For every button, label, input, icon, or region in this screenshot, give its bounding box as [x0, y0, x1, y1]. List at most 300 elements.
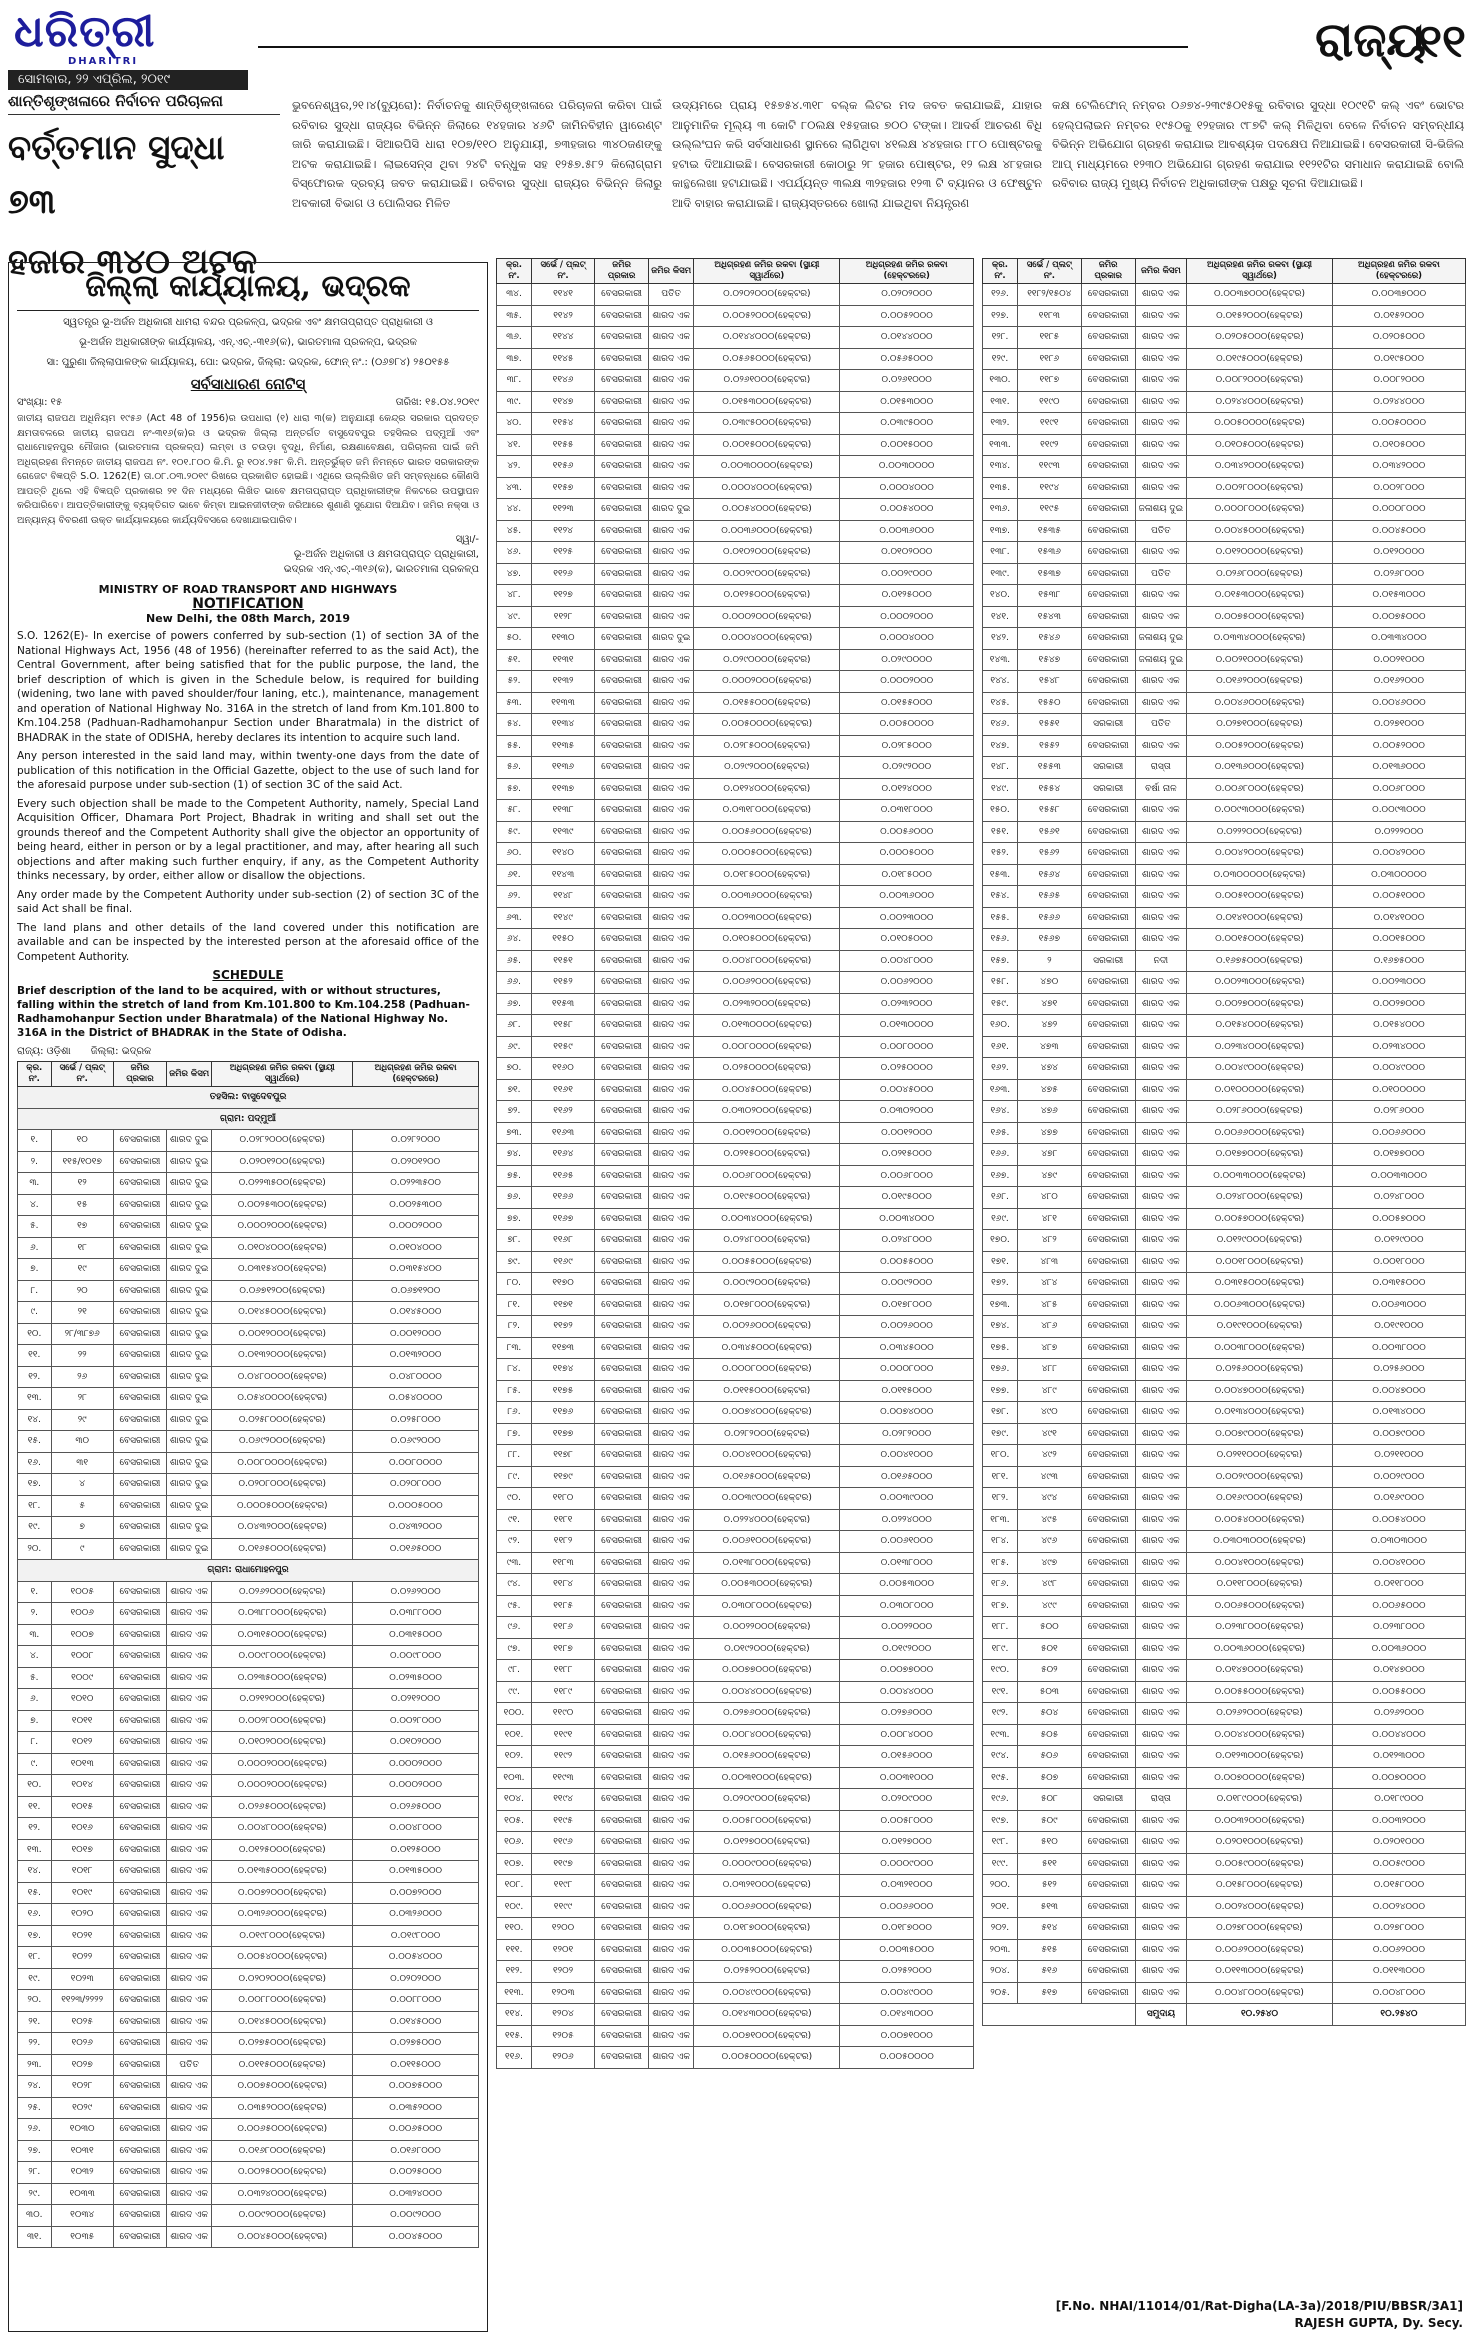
table-cell: ୧୧୩୫ [531, 735, 594, 757]
table-cell: ଶାରଦ ଏକ [649, 1402, 694, 1424]
table-cell: ୦.୦୨୬୨୦୦୦(ହେକ୍ଟର) [1187, 1703, 1333, 1725]
table-cell: ୧୭୯. [983, 1423, 1018, 1445]
table-cell: ଶାରଦ ଏକ [649, 1316, 694, 1338]
table-cell: ବେସରକାରୀ [1081, 1918, 1135, 1940]
table-cell: ୧୧୮୩ [1017, 305, 1081, 327]
table-cell: ଶାରଦ ଏକ [649, 1810, 694, 1832]
table-cell: ୩. [18, 1624, 52, 1646]
table-cell: ୫୦୩ [1017, 1681, 1081, 1703]
table-cell: ୦.୦୧୦୨୦୦୦(ହେକ୍ଟର) [212, 1732, 353, 1754]
table-cell: ବେସରକାରୀ [1081, 391, 1135, 413]
table-row [983, 1767, 1466, 1789]
table-cell: ଶାରଦ ଏକ [1135, 284, 1187, 306]
table-cell: ଶାରଦ ଏକ [649, 348, 694, 370]
table-cell: ୧୦୧୫ [51, 1796, 113, 1818]
table-cell: ୧୦୧୭ [51, 1839, 113, 1861]
table-cell: ୦.୦୧୬୮୦୦୦ [353, 2140, 479, 2162]
table-cell: ୦.୦୦୨୮୦୦୦(ହେକ୍ଟର) [212, 1710, 353, 1732]
table-cell: ୧୪୨. [983, 628, 1018, 650]
table-cell: ୧୦୩୧ [51, 2140, 113, 2162]
story-column-1: ଭୁବନେଶ୍ୱର,୨୧।୪(ବ୍ୟୁରୋ): ନିର୍ବାଚନକୁ ଶାନ୍ତିଶୃଙ୍ଖଳାରେ ପରିଚାଳନା କରିବା ପାଇଁ ରବିବାର ସୁଦ୍ଧା ରାଜ୍ୟର ବିଭିନ୍ନ ଜିଲାରେ ୧୪ହଜାର ୪୬ଟି ଜାମିନବିହୀନ ୱାରେଣ୍ଟ ଜାରି କରାଯାଇଛି। ସିଆରପିସି ଧାରା ୧୦୭/୧୧୦ ଅନୁଯାୟୀ, ୭୩ହଜାର ୩୪୦ଜଣଙ୍କୁ ଅଟକ କରାଯାଇଛି। ଲାଇସେନ୍ସ ଥିବା ୨୪ଟି ବନ୍ଧୁକ ସହ ୧୨୫୭.୫୮୨ କିଲୋଗ୍ରାମ ବିସ୍ଫୋରକ ଦ୍ରବ୍ୟ ଜବତ କରାଯାଇଛି। ରବିବାର ସୁଦ୍ଧା ରାଜ୍ୟର ବିଭିନ୍ନ ଜିଲାରୁ ଅବକାରୀ ବିଭାଗ ଓ ପୋଲିସର ମିଳିତ [292, 98, 662, 210]
page-section-label: ରାଜ୍ୟ [1315, 12, 1426, 68]
table-cell: ୦.୦୬୭୧୨୦୦ [353, 1280, 479, 1302]
table-cell: ୨୮ [51, 1388, 113, 1410]
table-cell: ବେସରକାରୀ [1081, 1617, 1135, 1639]
table-cell: ୧୧୯୧ [1017, 413, 1081, 435]
table-cell: ୦.୦୦୪୮୦୦୦(ହେକ୍ଟର) [694, 950, 840, 972]
table-cell: ୫୧୧ [1017, 1853, 1081, 1875]
table-row [497, 1101, 974, 1123]
table-cell: ୬. [18, 1689, 52, 1711]
table-cell: ଶାରଦ ଏକ [1135, 1832, 1187, 1854]
table-cell: ଶାରଦ ଏକ [649, 1595, 694, 1617]
table-cell: ୧. [18, 1581, 52, 1603]
table-row [497, 1058, 974, 1080]
table-cell: ୧୦ [51, 1130, 113, 1152]
table-cell: ୦.୦୧୨୦୦୦୦ [1332, 542, 1465, 564]
table-cell: ୦.୦୨୩୮୦୦୦ [1332, 1617, 1465, 1639]
table-header-row [18, 1062, 479, 1087]
table-cell: ଶାରଦ ଏକ [649, 1122, 694, 1144]
table-cell: ୦.୦୧୯୫୦୦୦(ହେକ୍ଟର) [1187, 348, 1333, 370]
table-row [18, 1409, 479, 1431]
table-cell: ୧୧୪୧ [531, 284, 594, 306]
table-cell: ୦.୦୦୬୩୦୦୦(ହେକ୍ଟର) [1187, 1294, 1333, 1316]
table-cell: ୧୮୧. [983, 1466, 1018, 1488]
table-cell: ୦.୦୨୬୫୦୦୦(ହେକ୍ଟର) [212, 1796, 353, 1818]
table-cell: ବେସରକାରୀ [113, 1194, 166, 1216]
table-cell: ୪୮୦ [1017, 1187, 1081, 1209]
table-cell: ଶାରଦ ଏକ [167, 1775, 212, 1797]
table-row [18, 1796, 479, 1818]
table-cell: ୦.୦୨୮୨୦୦୦ [840, 1423, 974, 1445]
table-cell: ୦.୦୦୦୪୦୦୦(ହେକ୍ଟର) [694, 477, 840, 499]
table-cell: ୦.୦୧୪୩୦୦୦(ହେକ୍ଟର) [694, 2004, 840, 2026]
table-cell: ବେସରକାରୀ [113, 1581, 166, 1603]
table-cell: ୦.୦୨୬୫୦୦୦ [353, 1796, 479, 1818]
table-cell: ୧୧୩୪ [531, 714, 594, 736]
table-cell: ବେସରକାରୀ [595, 1509, 649, 1531]
table-cell: ୪୯୨ [1017, 1445, 1081, 1467]
table-cell: ବେସରକାରୀ [113, 2183, 166, 2205]
table-cell: ୦.୦୦୫୪୦୦୦ [1332, 1509, 1465, 1531]
table-cell: ୪୭୯ [1017, 1165, 1081, 1187]
table-cell: ୧୦୩୫ [51, 2226, 113, 2248]
table-cell: ୦.୦୩୯୫୦୦୦(ହେକ୍ଟର) [694, 413, 840, 435]
table-cell: ବେସରକାରୀ [1081, 821, 1135, 843]
table-cell: ୪୮୨ [1017, 1230, 1081, 1252]
table-cell: ୦.୧୬୭୫୦୦୦(ହେକ୍ଟର) [1187, 950, 1333, 972]
table-row [18, 1302, 479, 1324]
table-cell: ବେସରକାରୀ [1081, 1036, 1135, 1058]
table-cell: ୦.୦୦୬୮୦୦୦ [840, 1165, 974, 1187]
table-row [983, 305, 1466, 327]
table-cell: ୪୯୭ [1017, 1552, 1081, 1574]
table-cell: ୦.୦୧୯୨୦୦୦(ହେକ୍ଟର) [694, 1638, 840, 1660]
table-cell: ଶାରଦ ଏକ [1135, 1423, 1187, 1445]
table-cell: ୧୧୨୭ [531, 585, 594, 607]
table-section-row [18, 1087, 479, 1109]
table-cell: ଶାରଦ ଏକ [649, 886, 694, 908]
table-cell: ଶାରଦ ଏକ [167, 1753, 212, 1775]
table-row [983, 477, 1466, 499]
table-cell: ୧୧. [18, 1345, 52, 1367]
table-cell: ଶାରଦ ଏକ [1135, 1316, 1187, 1338]
table-cell: ୨୭. [18, 2140, 52, 2162]
table-cell: ୧୨. [18, 1818, 52, 1840]
table-cell: ୦.୦୫୬୫୦୦୦ [840, 348, 974, 370]
table-cell: ୦.୦୦୫୨୦୦୦(ହେକ୍ଟର) [1187, 735, 1333, 757]
table-cell: ୦.୦୨୦୯୦୦୦(ହେକ୍ଟର) [694, 1789, 840, 1811]
table-cell: ବେସରକାରୀ [113, 2097, 166, 2119]
table-cell: ୦.୦୦୬୬୦୦୦(ହେକ୍ଟର) [694, 1896, 840, 1918]
table-cell: ୦.୦୦୨୩୦୦୦ [1332, 972, 1465, 994]
table-cell: ବେସରକାରୀ [595, 671, 649, 693]
table-cell: ୮. [18, 1732, 52, 1754]
table-cell: ୧୧୫୨ [531, 972, 594, 994]
table-header-cell: ଅଧିଗ୍ରହଣ ଜମିର ରକବା (ହେକ୍ଟରରେ) [1332, 259, 1465, 284]
table-cell: ୧୨୦୧ [531, 1939, 594, 1961]
table-cell: ୦.୦୧୦୨୦୦୦ [840, 542, 974, 564]
table-row [497, 606, 974, 628]
table-row [983, 929, 1466, 951]
table-row [497, 649, 974, 671]
table-cell: ବେସରକାରୀ [113, 1237, 166, 1259]
total-value: ୧୦.୨୫୪୦ [1187, 2004, 1333, 2026]
table-cell: ୦.୦୨୨୪୦୦୦(ହେକ୍ଟର) [694, 1509, 840, 1531]
table-row [983, 1445, 1466, 1467]
table-cell: ବେସରକାରୀ [113, 1796, 166, 1818]
table-cell: ବେସରକାରୀ [113, 1861, 166, 1883]
table-cell: ୧୫୬୭ [1017, 929, 1081, 951]
table-cell: ୧୫୫୨ [1017, 735, 1081, 757]
table-cell: ୧୬୪. [983, 1101, 1018, 1123]
table-row [18, 1947, 479, 1969]
table-cell: ଶାରଦ ଦୁଇ [167, 1237, 212, 1259]
table-cell: ବେସରକାରୀ [595, 1746, 649, 1768]
table-cell: ଶାରଦ ଏକ [1135, 1660, 1187, 1682]
table-cell: ଶାରଦ ଏକ [649, 520, 694, 542]
masthead [8, 6, 1466, 87]
table-row [983, 413, 1466, 435]
table-cell: ୧୩୬. [983, 499, 1018, 521]
table-cell: ୧୭୬. [983, 1359, 1018, 1381]
table-cell: ୧୨୦୦ [531, 1918, 594, 1940]
table-cell: ୦.୦୦୪୮୦୦୦(ହେକ୍ଟର) [212, 1818, 353, 1840]
table-cell: ୦.୦୦୨୭୦୦୦(ହେକ୍ଟର) [1187, 993, 1333, 1015]
table-cell: ୧୬୩. [983, 1079, 1018, 1101]
table-cell: ବେସରକାରୀ [1081, 1380, 1135, 1402]
table-cell: ବେସରକାରୀ [113, 2226, 166, 2248]
table-cell: ୦.୦୩୧୮୦୦୦ [840, 800, 974, 822]
table-cell: ବେସରକାରୀ [113, 1280, 166, 1302]
table-cell: ବେସରକାରୀ [113, 1345, 166, 1367]
table-cell: ୧୦୭. [497, 1853, 532, 1875]
table-cell: ୦.୦୩୨୬୦୦୦(ହେକ୍ଟର) [212, 1904, 353, 1926]
table-cell: ୦.୦୦୫୪୦୦୦(ହେକ୍ଟର) [694, 499, 840, 521]
table-cell: ବେସରକାରୀ [595, 1939, 649, 1961]
table-row [983, 1552, 1466, 1574]
state-label: ରାଜ୍ୟ: ଓଡ଼ିଶା [17, 1046, 71, 1057]
table-cell: ୦.୦୧୪୫୦୦୦(ହେକ୍ଟର) [212, 2011, 353, 2033]
table-cell: ୦.୦୨୦୫୦୦୦ [1332, 327, 1465, 349]
table-row [497, 843, 974, 865]
table-cell: ୦.୦୧୬୯୦୦୦(ହେକ୍ଟର) [1187, 1488, 1333, 1510]
table-cell: ରାସ୍ତା [1135, 1789, 1187, 1811]
table-cell: ୬୩. [497, 907, 532, 929]
table-row [18, 1882, 479, 1904]
table-cell: ୦.୦୧୫୩୦୦୦(ହେକ୍ଟର) [1187, 585, 1333, 607]
table-cell: ବେସରକାରୀ [1081, 456, 1135, 478]
table-row [497, 284, 974, 306]
table-row [497, 1036, 974, 1058]
table-cell: ୦.୦୧୨୩୦୦୦(ହେକ୍ଟର) [1187, 1746, 1333, 1768]
table-row [983, 1617, 1466, 1639]
table-cell: ୧୯୯. [983, 1853, 1018, 1875]
table-cell: ୦.୦୦୩୬୦୦୦ [1332, 1638, 1465, 1660]
table-cell: ୦.୦୦୧୨୦୦୦(ହେକ୍ଟର) [694, 1122, 840, 1144]
table-cell: ୪୮୮ [1017, 1359, 1081, 1381]
table-cell: ଶାରଦ ଏକ [1135, 305, 1187, 327]
table-cell: ୦.୦୪୮୦୦୦୦ [353, 1366, 479, 1388]
table-cell: ୧୩୫. [983, 477, 1018, 499]
table-cell: ୬୮. [497, 1015, 532, 1037]
table-row [18, 2162, 479, 2184]
table-cell: ୧୫୫୧ [1017, 714, 1081, 736]
table-cell: ୧୦୧୮ [51, 1861, 113, 1883]
table-cell: ୧୮. [18, 1495, 52, 1517]
table-cell: ବେସରକାରୀ [595, 2004, 649, 2026]
table-cell: ୦.୦୦୧୨୦୦୦ [840, 1122, 974, 1144]
table-cell: ୦.୦୦୪୧୦୦୦(ହେକ୍ଟର) [1187, 1552, 1333, 1574]
masthead-rule [258, 46, 1188, 48]
table-cell: ୦.୦୧୫୨୦୦୦ [1332, 305, 1465, 327]
table-cell: ୦.୦୨୬୮୦୦୦ [1332, 563, 1465, 585]
table-cell: ଜଳାଶୟ ଦୁଇ [1135, 649, 1187, 671]
table-row [18, 2226, 479, 2248]
table-cell: ୦.୦୦୪୬୦୦୦ [1332, 692, 1465, 714]
table-cell: ୧୭ [51, 1216, 113, 1238]
table-cell: ୦.୦୧୪୭୦୦୦(ହେକ୍ଟର) [1187, 1660, 1333, 1682]
table-cell: ଶାରଦ ଏକ [1135, 735, 1187, 757]
table-row [497, 1660, 974, 1682]
table-cell: ୦.୦୩୦୦୦୦୦(ହେକ୍ଟର) [1187, 864, 1333, 886]
table-row [18, 1517, 479, 1539]
section-label: ଗ୍ରାମ: ପଦ୍ମୁଆଁ [18, 1108, 479, 1130]
table-cell: ୯. [18, 1753, 52, 1775]
table-cell: ଶାରଦ ଏକ [1135, 1251, 1187, 1273]
table-cell: ବେସରକାରୀ [595, 284, 649, 306]
table-cell: ଶାରଦ ଏକ [1135, 1079, 1187, 1101]
table-row [983, 1896, 1466, 1918]
table-cell: ୦.୦୧୫୬୦୦୦ [840, 1746, 974, 1768]
table-cell: ୨୧. [18, 2011, 52, 2033]
table-cell: ବେସରକାରୀ [1081, 735, 1135, 757]
table-row [497, 1359, 974, 1381]
table-cell: ଶାରଦ ଏକ [167, 1710, 212, 1732]
table-cell: ବେସରକାରୀ [595, 1423, 649, 1445]
table-cell: ୦.୦୦୬୮୦୦୦(ହେକ୍ଟର) [1187, 778, 1333, 800]
table-cell: ୦.୦୨୦୨୦୦୦ [840, 284, 974, 306]
table-cell: ୧୧୯୮ [531, 1875, 594, 1897]
schedule-location [17, 1046, 479, 1057]
table-cell: ୦.୦୧୬୮୦୦୦(ହେକ୍ଟର) [212, 2140, 353, 2162]
table-cell: ୧୪୯. [983, 778, 1018, 800]
table-cell: ୦.୦୦୨୫୦୦୦(ହେକ୍ଟର) [212, 2162, 353, 2184]
table-cell: ୦.୦୦୫୭୦୦୦(ହେକ୍ଟର) [1187, 1208, 1333, 1230]
table-cell: ୧୧୭୬ [531, 1402, 594, 1424]
table-cell: ୦.୦୨୯୦୦୦୦ [840, 649, 974, 671]
table-cell: ବେସରକାରୀ [1081, 907, 1135, 929]
table-cell: ୦.୦୧୪୭୦୦୦ [1332, 1660, 1465, 1682]
table-cell: ୦.୦୧୩୪୦୦୦ [1332, 1402, 1465, 1424]
table-cell: ୦.୦୦୫୦୦୦୦ [840, 2047, 974, 2069]
table-cell: ବେସରକାରୀ [113, 1624, 166, 1646]
table-cell: ୦.୦୦୬୨୦୦୦(ହେକ୍ଟର) [694, 972, 840, 994]
table-row [497, 800, 974, 822]
table-cell: ୦.୦୦୮୮୦୦୦(ହେକ୍ଟର) [212, 1990, 353, 2012]
table-row [983, 864, 1466, 886]
table-cell: ଶାରଦ ଏକ [1135, 434, 1187, 456]
table-cell: ଶାରଦ ଏକ [649, 1251, 694, 1273]
table-row [983, 1058, 1466, 1080]
table-cell: ୦.୦୧୧୫୦୦୦ [840, 1380, 974, 1402]
table-cell: ୦.୦୦୫୮୦୦୦(ହେକ୍ଟର) [694, 1810, 840, 1832]
table-cell: ୧୧୯୦ [1017, 391, 1081, 413]
table-cell: ଶାରଦ ଏକ [649, 1574, 694, 1596]
table-cell: ବେସରକାରୀ [1081, 1273, 1135, 1295]
table-cell: ଶାରଦ ଏକ [167, 1646, 212, 1668]
table-cell: ଶାରଦ ଏକ [649, 2047, 694, 2069]
table-row [983, 628, 1466, 650]
table-cell: ୫୦୯ [1017, 1810, 1081, 1832]
table-cell: ୪୧. [497, 434, 532, 456]
table-cell: ୧୧୮୩ [531, 1552, 594, 1574]
table-cell: ୧୯୮. [983, 1832, 1018, 1854]
table-cell: ୮୨. [497, 1316, 532, 1338]
table-cell: ୦.୦୦୧୫୦୦୦ [840, 434, 974, 456]
table-cell: ୦.୦୦୦୨୦୦୦ [840, 671, 974, 693]
table-cell: ୦.୦୧୧୮୦୦୦(ହେକ୍ଟର) [1187, 1574, 1333, 1596]
table-cell: ବେସରକାରୀ [113, 1775, 166, 1797]
table-cell: ୦.୦୩୧୫୦୦୦ [1332, 1273, 1465, 1295]
table-cell: ୦.୦୩୫୨୦୦୦ [353, 2097, 479, 2119]
table-row [497, 1617, 974, 1639]
table-cell: ୧୧୬୦ [531, 1058, 594, 1080]
table-cell: ୪୪. [497, 499, 532, 521]
table-cell: ବେସରକାରୀ [595, 800, 649, 822]
table-cell: ୦.୦୨୪୮୦୦୦ [1332, 1187, 1465, 1209]
table-cell: ୧୦୨୦ [51, 1904, 113, 1926]
table-cell: ୩୫. [497, 305, 532, 327]
table-cell: ୧୪୫. [983, 692, 1018, 714]
table-row [18, 1259, 479, 1281]
table-cell: ଶାରଦ ଏକ [1135, 1101, 1187, 1123]
table-cell: ଶାରଦ ଦୁଇ [167, 1431, 212, 1453]
table-cell: ୧୦୨୭ [51, 2054, 113, 2076]
table-cell: ୦.୦୨୮୬୦୦୦ [1332, 1101, 1465, 1123]
table-cell: ଶାରଦ ଏକ [1135, 1509, 1187, 1531]
table-cell: ଶାରଦ ଏକ [649, 1939, 694, 1961]
table-header-cell: ଜମିର ପ୍ରକାର [1081, 259, 1135, 284]
table-cell: ୫୮. [497, 800, 532, 822]
table-cell: ଶାରଦ ଏକ [649, 391, 694, 413]
table-cell: ୦.୦୦୫୩୦୦୦ [840, 1574, 974, 1596]
table-row [983, 1337, 1466, 1359]
table-cell: ୦.୦୧୮୭୦୦୦(ହେକ୍ଟର) [694, 1918, 840, 1940]
table-cell: ୦.୦୦୭୪୦୦୦(ହେକ୍ଟର) [694, 1402, 840, 1424]
table-row [497, 1574, 974, 1596]
table-row [983, 1165, 1466, 1187]
table-cell: ୨୦୦. [983, 1875, 1018, 1897]
table-cell: ଶାରଦ ଏକ [649, 950, 694, 972]
table-cell: ୨୯. [18, 2183, 52, 2205]
table-cell: ଶାରଦ ଏକ [649, 370, 694, 392]
table-row [497, 1144, 974, 1166]
table-cell: ୧୪୪. [983, 671, 1018, 693]
table-cell: ୦.୦୦୬୫୦୦୦(ହେକ୍ଟର) [212, 2119, 353, 2141]
table-cell: ୧୨୯. [983, 348, 1018, 370]
table-cell: ୦.୦୧୨୭୦୦୦ [840, 1832, 974, 1854]
table-row [497, 1767, 974, 1789]
table-cell: ୧୫୯. [983, 993, 1018, 1015]
table-cell: ଶାରଦ ଦୁଇ [167, 1538, 212, 1560]
table-cell: ୦.୦୦୫୧୦୦୦ [1332, 886, 1465, 908]
table-cell: ୦.୦୦୯୨୦୦୦(ହେକ୍ଟର) [694, 1273, 840, 1295]
table-cell: ଶାରଦ ଏକ [649, 1617, 694, 1639]
story-headline-line-1: ବର୍ତ୍ତମାନ ସୁଦ୍ଧା ୭୩ [8, 128, 225, 222]
section-label: ତହସିଲ: ବାସୁଦେବପୁର [18, 1087, 479, 1109]
table-cell: ବେସରକାରୀ [595, 1079, 649, 1101]
table-cell: ୪୯୫ [1017, 1509, 1081, 1531]
table-cell: ୧୦୩୩ [51, 2183, 113, 2205]
table-cell: ୧୦୦୭ [51, 1624, 113, 1646]
table-cell: ୧୨୦୨ [531, 1961, 594, 1983]
table-cell: ଶାରଦ ଏକ [649, 1294, 694, 1316]
table-cell: ୦.୦୨୫୬୦୦୦ [1332, 1359, 1465, 1381]
table-row [983, 327, 1466, 349]
table-cell: ୫୧୩ [1017, 1896, 1081, 1918]
table-cell: ପତିତ [1135, 520, 1187, 542]
table-cell: ୦.୦୦୨୮୦୦୦ [1332, 477, 1465, 499]
table-cell: ୦.୦୦୯୨୦୦୦(ହେକ୍ଟର) [212, 2205, 353, 2227]
table-cell: ୦.୦୧୪୫୦୦୦ [353, 2011, 479, 2033]
table-cell: ୦.୦୧୪୫୦୦୦(ହେକ୍ଟର) [212, 1302, 353, 1324]
table-cell: ୦.୦୦୪୯୦୦୦ [840, 1982, 974, 2004]
table-cell: ବେସରକାରୀ [595, 327, 649, 349]
table-cell: ୦.୦୧୫୩୦୦୦ [840, 391, 974, 413]
table-cell: ୦.୦୧୨୯୦୦୦(ହେକ୍ଟର) [1187, 1230, 1333, 1252]
table-cell: ୧୧୮୧ [531, 1509, 594, 1531]
table-cell: ୧୧୭୨ [531, 1316, 594, 1338]
table-cell: ୧୧୭୪ [531, 1359, 594, 1381]
table-header-cell: ଜମିର କିସମ [1135, 259, 1187, 284]
table-cell: ନଦୀ [1135, 950, 1187, 972]
table-cell: ୦.୦୦୨୩୦୦୦ [840, 907, 974, 929]
table-cell: ୧୧୧. [497, 1939, 532, 1961]
table-cell: ୦.୦୦୦୨୦୦୦ [353, 1775, 479, 1797]
table-cell: ୧୧୬୯ [531, 1251, 594, 1273]
table-cell: ୧୧୮୨ [531, 1531, 594, 1553]
table-cell: ୧୫୭. [983, 950, 1018, 972]
table-cell: ବେସରକାରୀ [113, 1173, 166, 1195]
table-cell: ୦.୦୧୬୨୦୦୦ [1332, 671, 1465, 693]
table-cell: ୫୪. [497, 714, 532, 736]
table-cell: ୫ [51, 1495, 113, 1517]
table-cell: ବେସରକାରୀ [595, 821, 649, 843]
table-header-row [983, 259, 1466, 284]
table-cell: ୧୫୪୩ [1017, 606, 1081, 628]
